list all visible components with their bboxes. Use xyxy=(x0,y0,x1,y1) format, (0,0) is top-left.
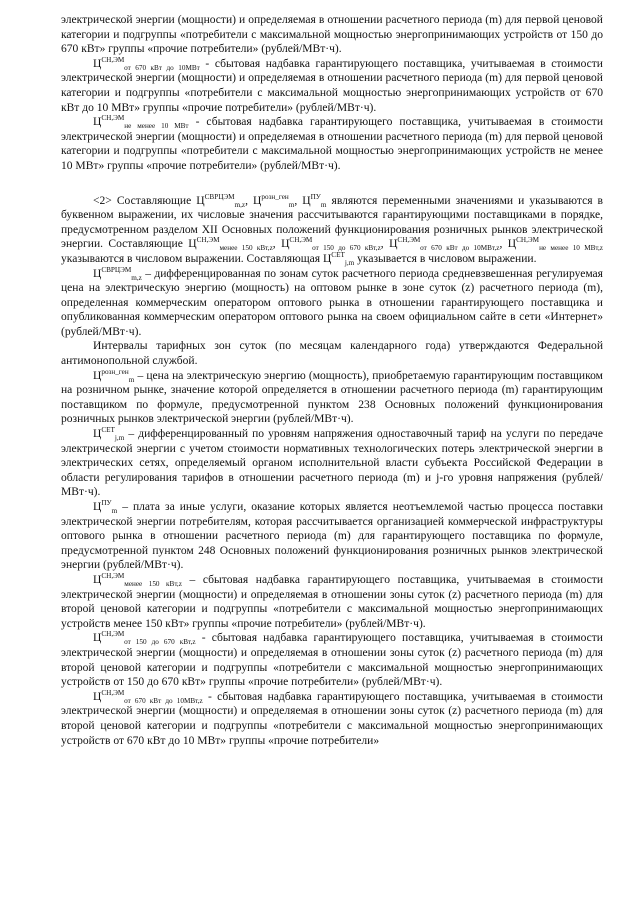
symbol-superscript: СВРЦЭМ xyxy=(101,265,132,274)
symbol-superscript: СН,ЭМ xyxy=(516,236,540,245)
symbol-base: Ц xyxy=(93,57,102,70)
symbol-base: Ц xyxy=(196,194,205,207)
text-run: - сбытовая надбавка гарантирующего поставщика, учитываемая в стоимости электрической энергии (мощности) и определяемая в отношении зоны суток (z) расчетного периода (m) для второй ценовой категории и подгруппы «потребители с максимальной мощностью энергопринимающих устройств от 150 до 670 кВт» группы «прочие потребители» (рублей/МВт·ч). xyxy=(61,632,603,689)
text-run: – цена на электрическую энергию (мощность), приобретаемую гарантирующим поставщиком на розничном рынке, значение которой определяется в отношении расчетного периода (m) гарантирующим поставщиком по формуле, предусмотренной пунктом 238 Основных положений функционирования розничных рынков электрической энергии (рублей/МВт·ч). xyxy=(61,369,603,426)
formula-symbol xyxy=(302,192,327,209)
paragraph-p1 xyxy=(61,57,603,115)
symbol-superscript: СН,ЭМ xyxy=(101,571,125,580)
symbol-superscript: СН,ЭМ xyxy=(289,236,313,245)
symbol-base: Ц xyxy=(93,369,102,382)
paragraph-p5 xyxy=(61,339,603,368)
symbol-base: Ц xyxy=(302,194,311,207)
symbol-superscript: СН,ЭМ xyxy=(101,688,125,697)
symbol-base: Ц xyxy=(507,238,517,251)
symbol-subscript: j,m xyxy=(114,434,125,443)
formula-symbol xyxy=(93,688,203,705)
paragraph-p4 xyxy=(61,267,603,340)
paragraph-p7 xyxy=(61,427,603,500)
text-run: электрической энергии (мощности) и определяемая в отношении расчетного периода (m) для первой ценовой категории и подгруппы «потребители с максимальной мощностью энергопринимающих устройств от 150 до 670 кВт» группы «прочие потребители» (рублей/МВт·ч). xyxy=(61,14,603,56)
formula-symbol xyxy=(253,192,295,209)
symbol-superscript: СН,ЭМ xyxy=(196,236,220,245)
formula-symbol xyxy=(188,236,273,253)
paragraph-p3 xyxy=(61,194,603,267)
formula-symbol xyxy=(93,55,200,72)
symbol-superscript: СН,ЭМ xyxy=(101,630,125,639)
symbol-superscript: СН,ЭМ xyxy=(101,114,125,123)
symbol-superscript: розн_ген xyxy=(261,192,289,201)
symbol-superscript: ПУ xyxy=(101,499,112,507)
formula-symbol xyxy=(322,250,355,267)
text-run: <2> Составляющие xyxy=(93,194,197,207)
symbol-subscript: менее 150 кВт,z xyxy=(124,579,182,588)
text-run: – плата за иные услуги, оказание которых является неотъемлемой частью процесса поставки электрической энергии потребителям, которая рассчитывается организацией коммерческой инфраструктуры оптового рынка в отношении расчетного периода (m) для гарантирующего поставщика по формуле, предусмотренной пунктом 248 Основных положений функционирования розничных рынков электрической энергии (рублей/МВт·ч). xyxy=(61,501,603,572)
symbol-superscript: СЕТ xyxy=(101,426,115,435)
symbol-base: Ц xyxy=(93,632,102,645)
formula-symbol xyxy=(93,630,196,647)
paragraph-p8 xyxy=(61,500,603,573)
symbol-base: Ц xyxy=(93,501,102,513)
symbol-base: Ц xyxy=(93,267,102,280)
paragraph-p2 xyxy=(61,115,603,173)
formula-symbol xyxy=(93,426,125,443)
symbol-base: Ц xyxy=(93,573,102,586)
symbol-base: Ц xyxy=(253,194,262,207)
symbol-base: Ц xyxy=(389,238,398,251)
formula-symbol xyxy=(93,265,142,282)
symbol-superscript: СН,ЭМ xyxy=(397,236,421,245)
symbol-subscript: от 670 кВт до 10МВт,z xyxy=(124,696,203,705)
symbol-superscript: ПУ xyxy=(310,192,321,201)
formula-symbol xyxy=(389,236,500,253)
text-run: указываются в числовом выражении. Составляющая xyxy=(61,252,323,265)
text-run: указывается в числовом выражении. xyxy=(354,252,537,265)
text-run: Интервалы тарифных зон суток (по месяцам календарного года) утверждаются Федеральной антимонопольной службой. xyxy=(61,340,603,368)
text-run: , xyxy=(294,194,303,207)
text-run: , xyxy=(499,238,508,251)
symbol-base: Ц xyxy=(188,238,197,251)
symbol-subscript: от 150 до 670 кВт,z xyxy=(312,244,381,253)
text-run: - сбытовая надбавка гарантирующего поставщика, учитываемая в стоимости электрической энергии (мощности) и определяемая в отношении расчетного периода (m) для первой ценовой категории и подгруппы «потребители с максимальной мощностью энергопринимающих устройств от 670 кВт до 10 МВт» группы «прочие потребители» (рублей/МВт·ч). xyxy=(61,57,603,114)
symbol-subscript: не менее 10 МВт xyxy=(124,122,189,131)
formula-symbol xyxy=(93,571,182,588)
formula-symbol xyxy=(281,236,381,253)
paragraph-p10 xyxy=(61,631,603,689)
text-run: , xyxy=(380,238,390,251)
symbol-base: Ц xyxy=(93,116,102,129)
symbol-subscript: m xyxy=(320,200,327,209)
symbol-subscript: m xyxy=(128,375,135,384)
symbol-superscript: СН,ЭМ xyxy=(101,55,125,64)
paragraph-p0 xyxy=(61,13,603,57)
symbol-subscript: m,z xyxy=(131,273,142,282)
text-run: – дифференцированная по зонам суток расчетного периода средневзвешенная регулируемая цена на электрическую энергию (мощность) на оптовом рынке в зоне суток (z) расчетного периода (m), определенная коммерческим оператором оптового рынка в отношении гарантирующего поставщика и опубликованная коммерческим оператором оптового рынка на своем официальном сайте в сети «Интернет» (рублей/МВт·ч). xyxy=(61,267,603,338)
symbol-subscript: m,z xyxy=(234,200,246,209)
paragraph-spacer xyxy=(61,174,603,194)
text-run: - сбытовая надбавка гарантирующего поставщика, учитываемая в стоимости электрической энергии (мощности) и определяемая в отношении расчетного периода (m) для первой ценовой категории и подгруппы «потребители с максимальной мощностью энергопринимающих устройств не менее 10 МВт» группы «прочие потребители» (рублей/МВт·ч). xyxy=(61,116,603,172)
symbol-superscript: СЕТ xyxy=(331,250,345,259)
text-run: являются переменными значениями и указываются в буквенном выражении, их числовые значения рассчитываются гарантирующими поставщиками в порядке, предусмотренном разделом XII Основных положений функционирования розничных рынков электрической энергии. Составляющие xyxy=(61,194,603,251)
formula-symbol xyxy=(93,367,135,384)
symbol-subscript: от 150 до 670 кВт,z xyxy=(124,638,196,647)
text-run: , xyxy=(245,194,254,207)
formula-symbol xyxy=(93,501,117,513)
symbol-superscript: розн_ген xyxy=(101,367,129,376)
text-run: , xyxy=(272,238,282,251)
text-run: – дифференцированный по уровням напряжения одноставочный тариф на услуги по передаче электрической энергии с учетом стоимости нормативных технологических потерь электрической энергии в электрических сетях, определяемый органом исполнительной власти субъекта Российской Федерации в области регулирования тарифов в отношении расчетного периода (m) и j-го уровня напряжения (рублей/МВт·ч). xyxy=(61,428,603,499)
symbol-superscript: СВРЦЭМ xyxy=(204,192,235,201)
text-run: – сбытовая надбавка гарантирующего поставщика, учитываемая в стоимости электрической энергии (мощности) и определяемая в отношении зоны суток (z) расчетного периода (m) для второй ценовой категории и подгруппы «потребители с максимальной мощностью энергопринимающих устройств менее 150 кВт» группы «прочие потребители» (рублей/МВт·ч). xyxy=(61,573,603,630)
symbol-base: Ц xyxy=(322,252,332,265)
formula-symbol xyxy=(196,192,246,209)
paragraph-p6 xyxy=(61,369,603,427)
symbol-subscript: m xyxy=(111,507,118,515)
symbol-subscript: не менее 10 МВт,z xyxy=(539,244,603,253)
symbol-base: Ц xyxy=(93,690,102,703)
symbol-subscript: от 670 кВт до 10МВт,z xyxy=(420,244,500,253)
paragraph-p9 xyxy=(61,573,603,631)
symbol-subscript: m xyxy=(288,200,295,209)
formula-symbol xyxy=(93,114,189,131)
symbol-base: Ц xyxy=(281,238,290,251)
text-run: - сбытовая надбавка гарантирующего поставщика, учитываемая в стоимости электрической энергии (мощности) и определяемая в отношении зоны суток (z) расчетного периода (m) для второй ценовой категории и подгруппы «потребители с максимальной мощностью энергопринимающих устройств от 670 кВт до 10 МВт» группы «прочие потребители» xyxy=(61,690,603,747)
formula-symbol xyxy=(507,236,603,253)
symbol-subscript: от 670 кВт до 10МВт xyxy=(124,63,200,72)
symbol-base: Ц xyxy=(93,428,102,441)
symbol-subscript: менее 150 кВт,z xyxy=(219,244,273,253)
symbol-subscript: j,m xyxy=(344,258,355,267)
paragraph-p11 xyxy=(61,690,603,748)
